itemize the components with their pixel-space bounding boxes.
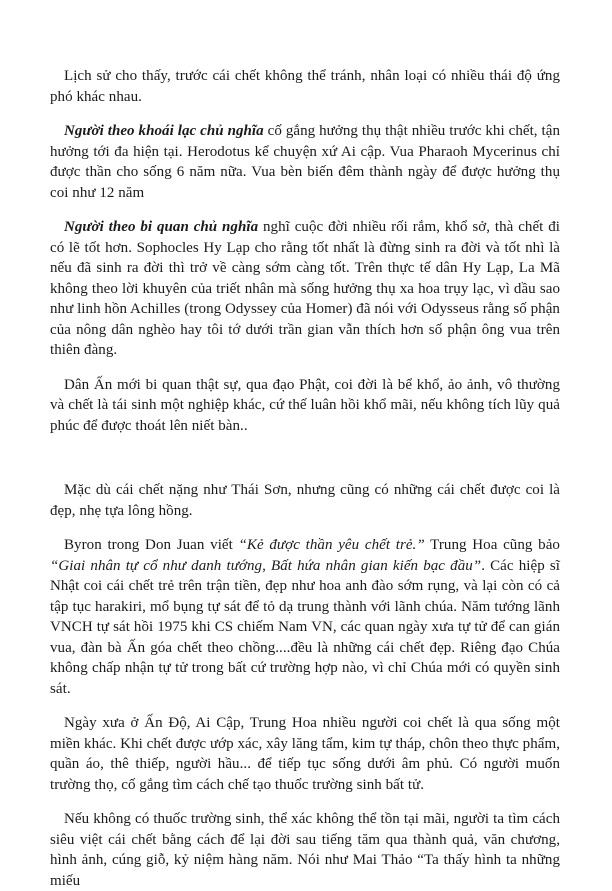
paragraph	[50, 535, 560, 699]
body-text	[50, 66, 560, 891]
paragraph	[50, 375, 560, 437]
paragraph	[50, 121, 560, 203]
text-run: Nếu không có thuốc trường sinh, thể xác không thể tồn tại mãi, người ta tìm cách siêu việt cái chết bằng cách để lại đời sau tiếng tăm qua thành quả, văn chương, hình ảnh, cúng giỗ, kỷ niệm hàng năm. Nói như Mai Thảo “Ta thấy hình ta những miếu	[50, 811, 560, 889]
italic-quote: “Kẻ được thần yêu chết trẻ.”	[238, 537, 425, 553]
paragraph	[50, 480, 560, 521]
text-run: Trung Hoa cũng bảo	[424, 537, 560, 553]
text-run: Mặc dù cái chết nặng như Thái Sơn, nhưng cũng có những cái chết được coi là đẹp, nhẹ tựa lông hồng.	[50, 482, 560, 519]
paragraph	[50, 809, 560, 891]
paragraph	[50, 217, 560, 361]
text-run: Byron trong Don Juan viết	[64, 537, 239, 553]
text-run: Lịch sử cho thấy, trước cái chết không thể tránh, nhân loại có nhiều thái độ ứng phó khác nhau.	[50, 68, 560, 105]
emphasized-term: Người theo bi quan chủ nghĩa	[64, 219, 259, 235]
emphasized-term: Người theo khoái lạc chủ nghĩa	[64, 123, 264, 139]
text-run: nghĩ cuộc đời nhiều rối rắm, khổ sở, thà chết đi có lẽ tốt hơn. Sophocles Hy Lạp cho rằng tốt nhất là đừng sinh ra đời và tốt nhì là nếu đã sinh ra đời thì trở về càng sớm càng tốt. Trên thực tế dân Hy Lạp, La Mã không theo lời khuyên của triết nhân mà sống hưởng thụ xa hoa trụy lạc, vì dầu sao như linh hồn Achilles (trong Odyssey của Homer) đã nói với Odysseus rằng số phận của nông dân nghèo hay tôi tớ dưới trần gian vẫn thích hơn số phận ông vua trên thiên đàng.	[50, 219, 560, 358]
text-run: cố gắng hưởng thụ thật nhiều trước khi chết, tận hưởng tới đa hiện tại. Herodotus kể chuyện xứ Ai cập. Vua Pharaoh Mycerinus chỉ được thần cho sống 6 năm nữa. Vua bèn biến đêm thành ngày để được hưởng thụ coi như 12 năm	[50, 123, 561, 201]
text-run: . Các hiệp sĩ Nhật coi cái chết trẻ trên trận tiền, đẹp như hoa anh đào sớm rụng, và lại còn có cả tập tục harakiri, mổ bụng tự sát để tỏ dạ trung thành với lãnh chúa. Năm tướng lãnh VNCH tự sát hồi 1975 khi CS chiếm Nam VN, các quan ngày xưa tự tử để can gián vua, đàn bà Ấn góa chết theo chồng....đều là những cái chết đẹp. Riêng đạo Chúa không chấp nhận tự tử trong bất cứ trường hợp nào, vì chỉ Chúa mới có quyền sinh sát.	[50, 557, 560, 697]
italic-quote: “Giai nhân tự cổ như danh tướng, Bất hứa nhân gian kiến bạc đầu”	[50, 557, 482, 574]
paragraph	[50, 66, 560, 107]
paragraph	[50, 713, 560, 795]
text-run: Dân Ấn mới bi quan thật sự, qua đạo Phật, coi đời là bể khổ, ảo ảnh, vô thường và chết là tái sinh một nghiệp khác, cứ thế luân hồi khổ mãi, nếu không tích lũy quả phúc để được thoát lên niết bàn..	[50, 376, 560, 434]
text-run: Ngày xưa ở Ấn Độ, Ai Cập, Trung Hoa nhiều người coi chết là qua sống một miền khác. Khi chết được ướp xác, xây lăng tẩm, kim tự tháp, chôn theo thực phẩm, quần áo, thê thiếp, người hầu... để tiếp tục sống dưới âm phủ. Có người muốn trường thọ, cố gắng tìm cách chế tạo thuốc trường sinh bất tử.	[50, 715, 560, 793]
